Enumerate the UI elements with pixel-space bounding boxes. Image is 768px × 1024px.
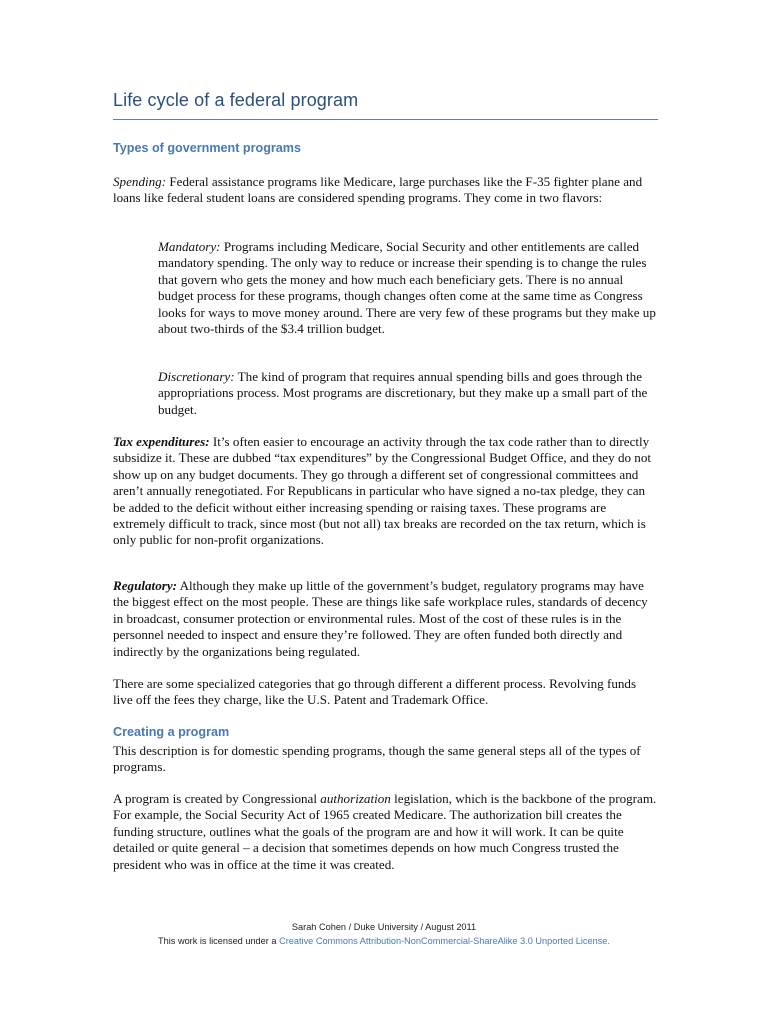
paragraph-spending <box>113 174 658 207</box>
paragraph-specialized: There are some specialized categories that go through different a different process. Revolving funds live off the fees they charge, like the U.S. Patent and Trademark Office. <box>113 676 637 708</box>
paragraph-creating-intro: This description is for domestic spending programs, though the same general steps all of the types of programs. <box>113 743 641 775</box>
authorization-after: legislation, which is the backbone of the program. For example, the Social Security Act of 1965 created Medicare. The authorization bill creates the funding structure, outlines what the goals of the program are and how it will work. It can be quite detailed or quite general – a decision that sometimes depends on how much Congress trusted the president who was in office at the time it was created. <box>113 791 657 872</box>
paragraph-regulatory <box>113 578 658 660</box>
paragraph-authorization <box>113 791 658 873</box>
mandatory-label: Mandatory: <box>158 239 221 254</box>
spending-label: Spending: <box>113 174 167 189</box>
footer-license <box>0 936 768 946</box>
regulatory-label: Regulatory: <box>113 578 178 593</box>
authorization-italic: authorization <box>320 791 391 806</box>
spending-text: Federal assistance programs like Medicare, large purchases like the F-35 fighter plane and loans like federal student loans are considered spending programs. They come in two flavors: <box>113 174 643 206</box>
tax-expenditures-text: It’s often easier to encourage an activity through the tax code rather than to directly subsidize it. These are dubbed “tax expenditures” by the Congressional Budget Office, and they do not show up on any budget documents. They go through a different set of congressional committees and aren’t annually renegotiated. For Republicans in particular who have signed a no-tax pledge, they can be added to the deficit without either increasing spending or raising taxes. These programs are extremely difficult to track, since most (but not all) tax breaks are recorded on the tax return, which is only public for non-profit organizations. <box>113 434 652 548</box>
paragraph-tax-expenditures <box>113 434 658 549</box>
discretionary-label: Discretionary: <box>158 369 235 384</box>
discretionary-text: The kind of program that requires annual spending bills and goes through the appropriations process. Most programs are discretionary, but they make up a small part of the budget. <box>158 369 648 417</box>
section-heading-types: Types of government programs <box>113 141 302 155</box>
footer-credit: Sarah Cohen / Duke University / August 2011 <box>291 922 477 932</box>
license-link[interactable]: Creative Commons Attribution-NonCommercial-ShareAlike 3.0 Unported License. <box>279 936 610 946</box>
paragraph-discretionary <box>158 369 656 418</box>
license-prefix: This work is licensed under a <box>158 936 280 946</box>
section-heading-creating: Creating a program <box>113 725 230 739</box>
authorization-before: A program is created by Congressional <box>113 791 321 806</box>
tax-expenditures-label: Tax expenditures: <box>113 434 210 449</box>
regulatory-text: Although they make up little of the government’s budget, regulatory programs may have the biggest effect on the most people. These are things like safe workplace rules, standards of decency in broadcast, consumer protection or environmental rules. Most of the cost of these rules is in the personnel needed to inspect and ensure they’re followed. They are often funded both directly and indirectly by the organizations being regulated. <box>113 578 648 659</box>
document-title: Life cycle of a federal program <box>113 90 658 120</box>
mandatory-text: Programs including Medicare, Social Security and other entitlements are called mandatory spending. The only way to reduce or increase their spending is to change the rules that govern who gets the money and how much each beneficiary gets. There is no annual budget process for these programs, though changes often come at the same time as Congress looks for ways to move money around. There are very few of these programs but they make up about two-thirds of the $3.4 trillion budget. <box>158 239 656 337</box>
paragraph-mandatory <box>158 239 656 337</box>
